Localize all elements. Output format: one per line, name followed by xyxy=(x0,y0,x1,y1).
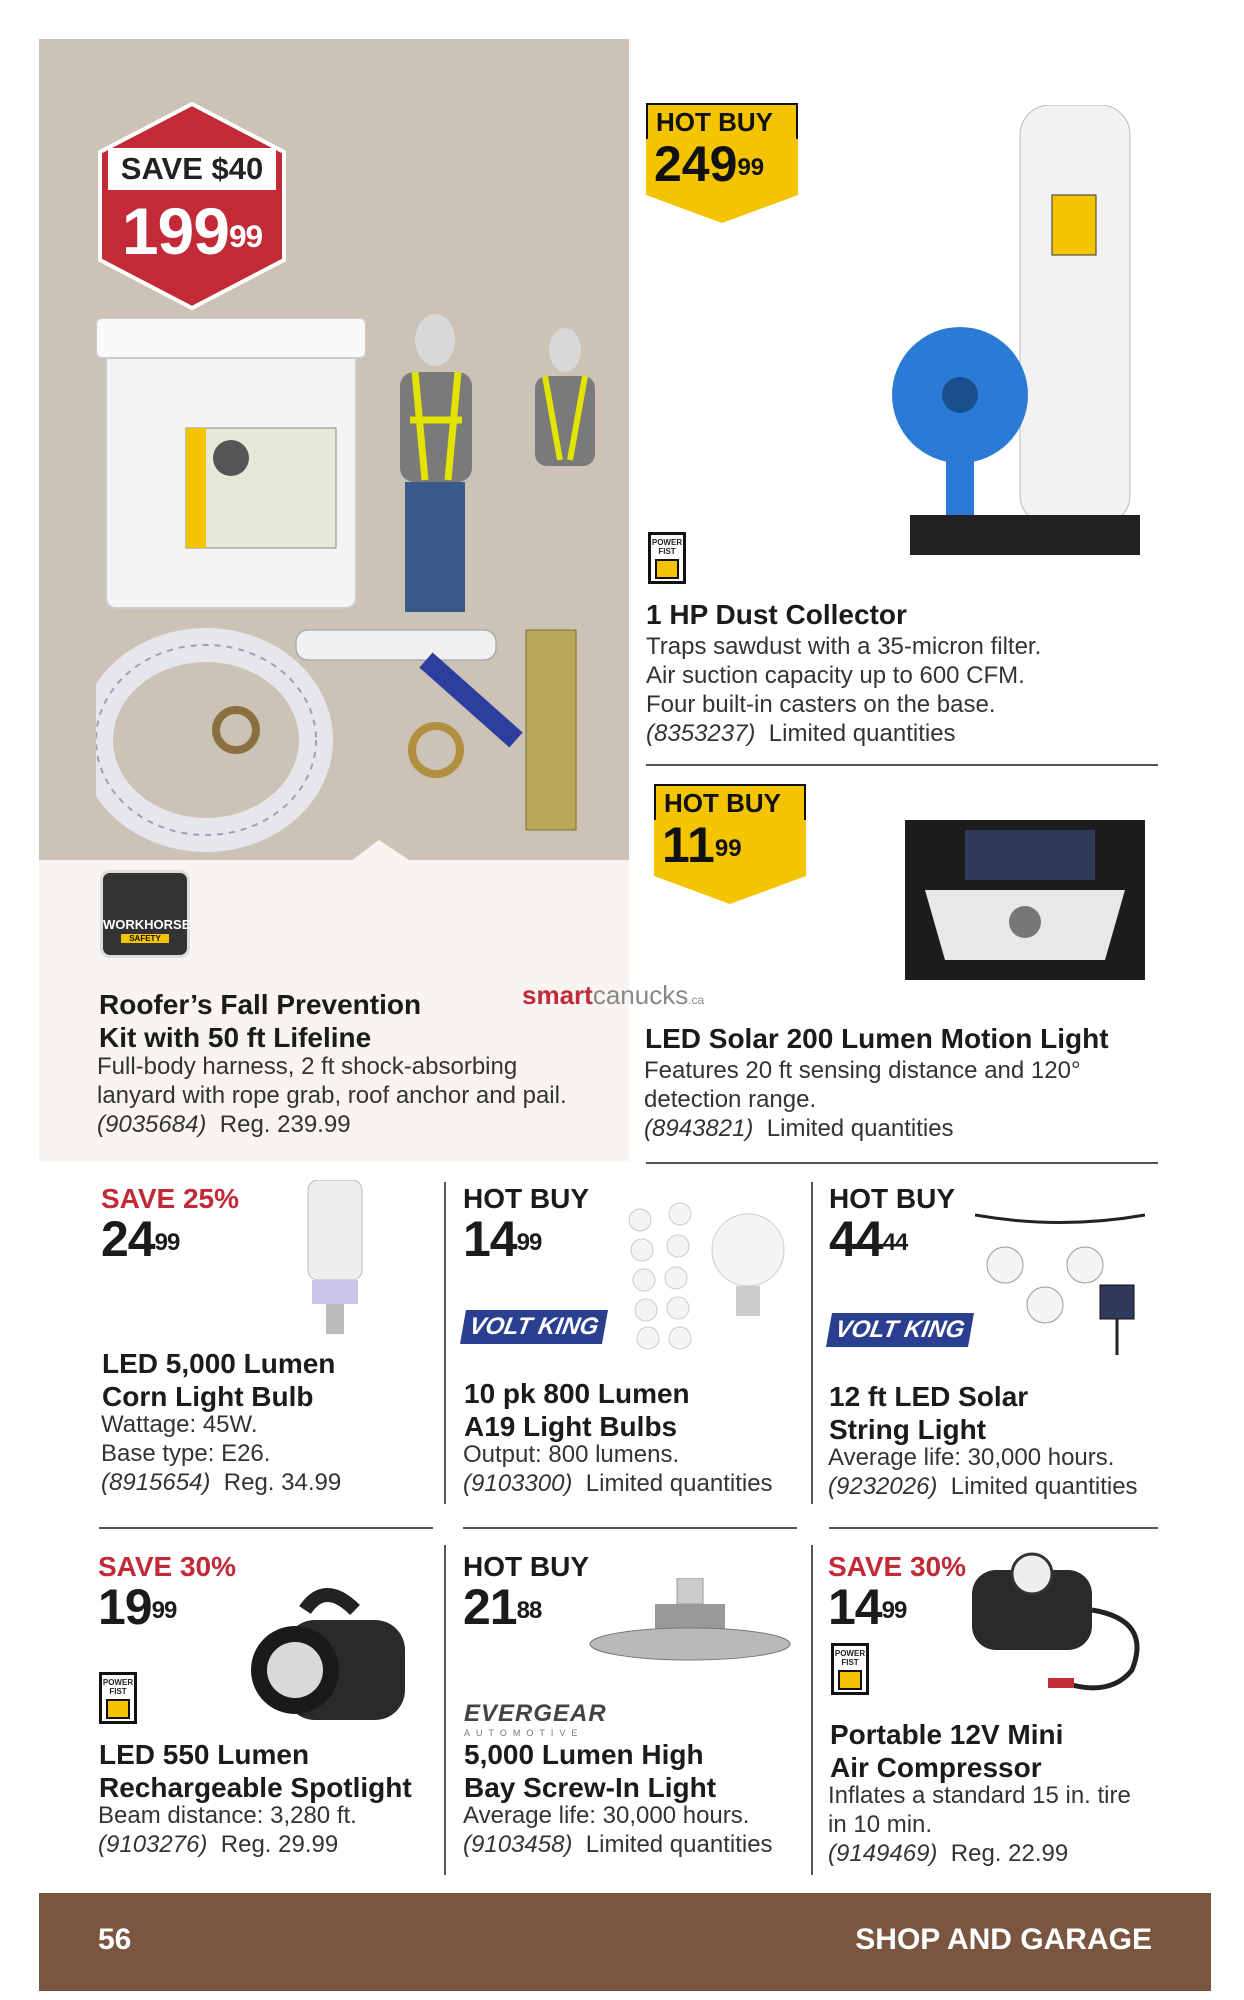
price: $14^{99}$ xyxy=(828,1579,907,1635)
sku-line xyxy=(828,1472,1173,1501)
save-label: SAVE 30% xyxy=(828,1551,966,1582)
dust-collector-hot-buy-badge xyxy=(646,103,798,223)
hot-buy-label: HOT BUY xyxy=(829,1183,955,1214)
save-label: SAVE 30% xyxy=(98,1551,236,1582)
power-fist-logo: POWER FIST xyxy=(648,532,686,584)
hot-buy-label: HOT BUY xyxy=(463,1183,589,1214)
dust-collector-desc-line3: Four built-in casters on the base. xyxy=(646,691,996,718)
spotlight-description xyxy=(98,1801,438,1859)
grid-divider xyxy=(99,1527,433,1529)
fist-icon xyxy=(655,559,679,579)
page-footer xyxy=(39,1893,1211,1991)
title-line1: 10 pk 800 Lumen xyxy=(464,1378,690,1409)
title-line1: LED 550 Lumen xyxy=(99,1739,310,1770)
desc-line1: Output: 800 lumens. xyxy=(463,1441,680,1468)
solar-light-sku: (8943821) xyxy=(644,1115,754,1142)
desc-line2: in 10 min. xyxy=(828,1811,933,1838)
note: Limited quantities xyxy=(585,1470,773,1497)
title-line1: LED 5,000 Lumen xyxy=(102,1348,336,1379)
pail-image xyxy=(96,318,366,618)
sku: (9103458) xyxy=(463,1831,573,1858)
air-compressor-title xyxy=(830,1718,1160,1784)
string-light-image xyxy=(975,1205,1145,1365)
desc-line1: Inflates a standard 15 in. tire xyxy=(828,1782,1131,1809)
sku: (9149469) xyxy=(828,1840,938,1867)
high-bay-description xyxy=(463,1801,808,1859)
title-line2: String Light xyxy=(829,1414,987,1445)
dust-collector-sku-line xyxy=(646,719,1206,748)
grid-divider xyxy=(829,1527,1158,1529)
grid-divider xyxy=(444,1182,446,1504)
solar-light-desc-line1: Features 20 ft sensing distance and 120° xyxy=(644,1057,1081,1084)
sku-line xyxy=(828,1839,1173,1868)
save-amount-label: SAVE $40 xyxy=(108,148,276,190)
dust-collector-desc-line2: Air suction capacity up to 600 CFM. xyxy=(646,662,1025,689)
high-bay-light-image xyxy=(585,1578,795,1668)
watermark: smartcanucks.ca xyxy=(522,980,705,1010)
dust-collector-sku: (8353237) xyxy=(646,720,756,747)
desc-line2: Base type: E26. xyxy=(101,1440,271,1467)
solar-light-sku-line xyxy=(644,1114,1204,1143)
feature-desc-line1: Full-body harness, 2 ft shock-absorbing xyxy=(97,1053,518,1080)
solar-light-hot-buy-badge xyxy=(654,784,806,904)
hot-buy-price: $11^{99}$ xyxy=(654,820,806,876)
price: $14^{99}$ xyxy=(463,1211,542,1267)
feature-title-line2: Kit with 50 ft Lifeline xyxy=(99,1022,372,1053)
title-line2: A19 Light Bulbs xyxy=(464,1411,678,1442)
badge-arrow-tip xyxy=(654,876,806,904)
regular-price: Reg. 22.99 xyxy=(950,1840,1069,1867)
solar-light-note: Limited quantities xyxy=(766,1115,954,1142)
grid-divider xyxy=(811,1182,813,1504)
sku-line xyxy=(98,1830,438,1859)
workhorse-logo xyxy=(100,870,190,958)
sku-line xyxy=(101,1468,441,1497)
power-fist-logo: POWER FIST xyxy=(831,1643,869,1695)
save-price-badge xyxy=(96,100,288,312)
divider-line xyxy=(646,764,1158,766)
divider-line xyxy=(646,1162,1158,1164)
grid-divider xyxy=(811,1545,813,1875)
note: Limited quantities xyxy=(585,1831,773,1858)
hot-buy-label: HOT BUY xyxy=(646,103,798,139)
save-label: SAVE 25% xyxy=(101,1183,239,1214)
feature-sku: (9035684) xyxy=(97,1111,207,1138)
dust-collector-description xyxy=(646,632,1206,748)
title-line1: Portable 12V Mini xyxy=(830,1719,1064,1750)
sku: (9232026) xyxy=(828,1473,938,1500)
lifeline-rope-image xyxy=(96,620,606,860)
a19-bulbs-image xyxy=(620,1200,790,1360)
title-line2: Corn Light Bulb xyxy=(102,1381,314,1412)
dust-collector-desc-line1: Traps sawdust with a 35-micron filter. xyxy=(646,633,1042,660)
sku-line xyxy=(463,1830,808,1859)
workhorse-logo-text: WORKHORSE xyxy=(103,917,191,932)
solar-light-desc-line2: detection range. xyxy=(644,1086,817,1113)
feature-title-line1: Roofer’s Fall Prevention xyxy=(99,989,422,1020)
high-bay-title xyxy=(464,1738,794,1804)
page-number: 56 xyxy=(98,1923,132,1956)
hot-buy-label: HOT BUY xyxy=(463,1551,589,1582)
feature-regular-price: Reg. 239.99 xyxy=(219,1111,351,1138)
price: $24^{99}$ xyxy=(101,1211,180,1267)
feature-sku-line xyxy=(97,1110,627,1139)
sku: (9103300) xyxy=(463,1470,573,1497)
title-line1: 12 ft LED Solar xyxy=(829,1381,1029,1412)
desc-line1: Average life: 30,000 hours. xyxy=(828,1444,1115,1471)
title-line2: Rechargeable Spotlight xyxy=(99,1772,412,1803)
workhorse-logo-subtext: SAFETY xyxy=(121,934,169,943)
dust-collector-image xyxy=(880,105,1140,565)
section-title: SHOP AND GARAGE xyxy=(855,1923,1152,1956)
grid-divider xyxy=(463,1527,797,1529)
corn-bulb-title xyxy=(102,1347,432,1413)
desc-line1: Average life: 30,000 hours. xyxy=(463,1802,750,1829)
power-fist-logo: POWER FIST xyxy=(99,1672,137,1724)
solar-light-description xyxy=(644,1056,1204,1143)
regular-price: Reg. 34.99 xyxy=(223,1469,342,1496)
dust-collector-title: 1 HP Dust Collector xyxy=(646,599,907,630)
fist-icon xyxy=(838,1670,862,1690)
air-compressor-image xyxy=(962,1550,1157,1700)
feature-description xyxy=(97,1052,627,1139)
solar-light-title: LED Solar 200 Lumen Motion Light xyxy=(645,1023,1109,1054)
hot-buy-label: HOT BUY xyxy=(654,784,806,820)
string-light-description xyxy=(828,1443,1173,1501)
air-compressor-description xyxy=(828,1781,1173,1868)
regular-price: Reg. 29.99 xyxy=(220,1831,339,1858)
volt-king-logo: VOLT KING xyxy=(826,1313,974,1347)
feature-desc-line2: lanyard with rope grab, roof anchor and pail. xyxy=(97,1082,567,1109)
volt-king-logo: VOLT KING xyxy=(460,1310,608,1344)
a19-bulbs-title xyxy=(464,1377,794,1443)
desc-line1: Beam distance: 3,280 ft. xyxy=(98,1802,357,1829)
corn-bulb-description xyxy=(101,1410,441,1497)
evergear-logo-subtext: AUTOMOTIVE xyxy=(464,1728,584,1738)
price: $19^{99}$ xyxy=(98,1579,177,1635)
corn-bulb-image xyxy=(300,1180,370,1340)
evergear-logo xyxy=(464,1700,607,1738)
badge-arrow-tip xyxy=(646,195,798,223)
title-line2: Bay Screw-In Light xyxy=(464,1772,717,1803)
price: $44^{44}$ xyxy=(829,1211,908,1267)
harness-mannequin-image xyxy=(370,310,620,620)
product-card-corn-bulb xyxy=(101,1183,431,1267)
evergear-logo-text: EVERGEAR xyxy=(464,1700,607,1727)
hot-buy-price: $249^{99}$ xyxy=(646,139,798,195)
sku: (9103276) xyxy=(98,1831,208,1858)
title-line1: 5,000 Lumen High xyxy=(464,1739,704,1770)
sale-price: $199^{99}$ xyxy=(121,194,263,268)
sku-line xyxy=(463,1469,808,1498)
price: $21^{88}$ xyxy=(463,1579,542,1635)
solar-motion-light-image xyxy=(895,810,1155,990)
note: Limited quantities xyxy=(950,1473,1138,1500)
string-light-title xyxy=(829,1380,1159,1446)
sku: (8915654) xyxy=(101,1469,211,1496)
grid-divider xyxy=(444,1545,446,1875)
desc-line1: Wattage: 45W. xyxy=(101,1411,258,1438)
spotlight-title xyxy=(99,1738,429,1804)
dust-collector-note: Limited quantities xyxy=(768,720,956,747)
spotlight-image xyxy=(245,1580,415,1730)
fist-icon xyxy=(106,1699,130,1719)
a19-bulbs-description xyxy=(463,1440,808,1498)
title-line2: Air Compressor xyxy=(830,1752,1042,1783)
